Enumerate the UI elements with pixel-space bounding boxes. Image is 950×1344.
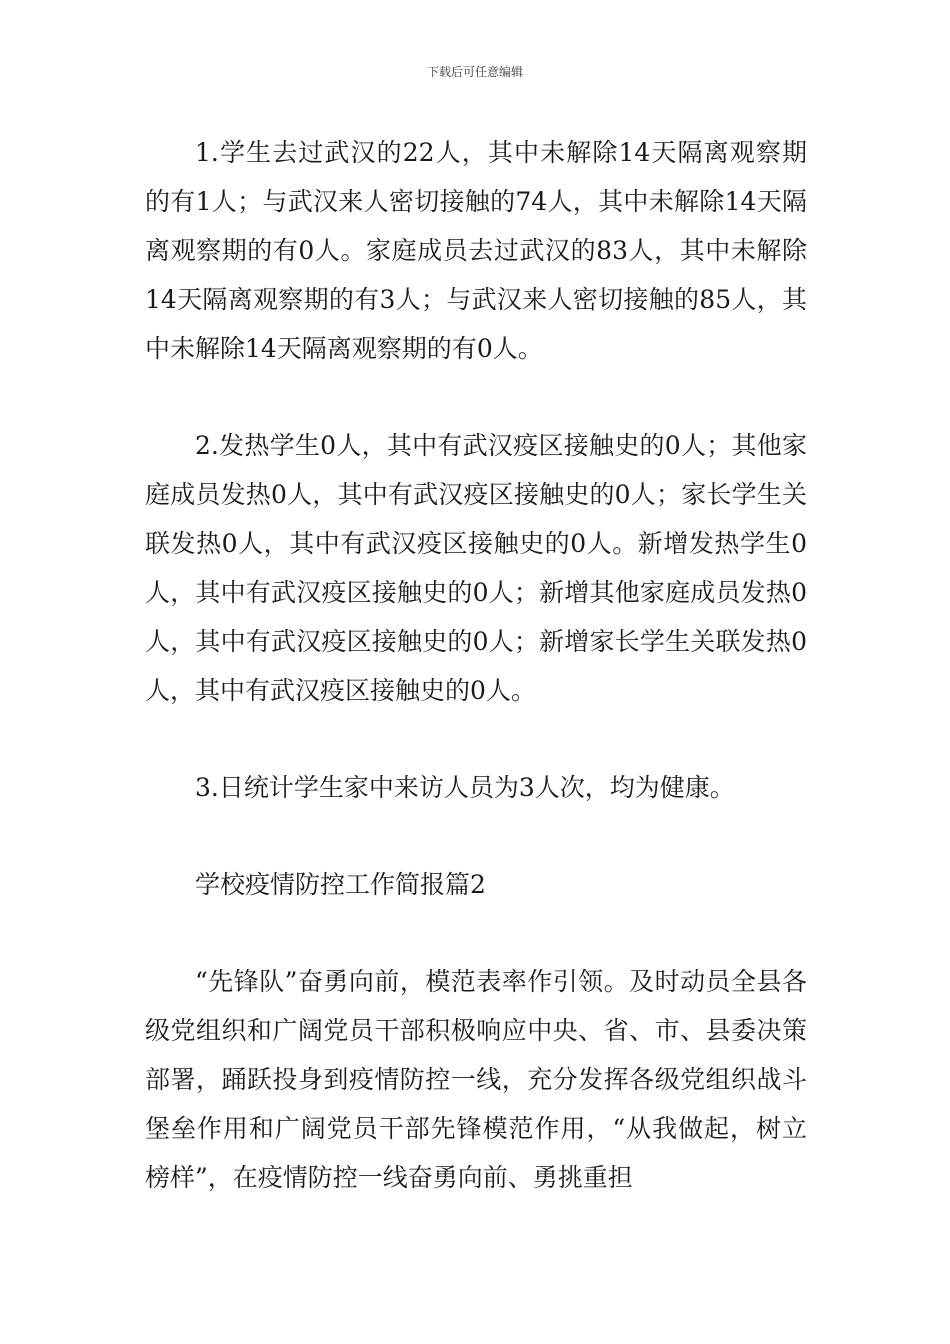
paragraph-gap [145,373,807,421]
paragraph-2: 2.发热学生0人，其中有武汉疫区接触史的0人；其他家庭成员发热0人，其中有武汉疫区接触史的0人；家长学生关联发热0人，其中有武汉疫区接触史的0人。新增发热学生0人，其中有武汉疫区接触史的0人；新增其他家庭成员发热0人，其中有武汉疫区接触史的0人；新增家长学生关联发热0人，其中有武汉疫区接触史的0人。 [145,431,807,705]
paragraph-1: 1.学生去过武汉的22人，其中未解除14天隔离观察期的有1人；与武汉来人密切接触的74人，其中未解除14天隔离观察期的有0人。家庭成员去过武汉的83人，其中未解除14天隔离观察期的有3人；与武汉来人密切接触的85人，其中未解除14天隔离观察期的有0人。 [145,138,807,363]
paragraph-gap [145,909,807,957]
paragraph-gap [145,715,807,763]
paragraph-4: “先锋队”奋勇向前，模范表率作引领。及时动员全县各级党组织和广阔党员干部积极响应中央、省、市、县委决策部署，踊跃投身到疫情防控一线，充分发挥各级党组织战斗堡垒作用和广阔党员干部先锋模范作用，“从我做起，树立榜样”，在疫情防控一线奋勇向前、勇挑重担 [145,967,807,1192]
paragraph-gap [145,812,807,860]
section-heading: 学校疫情防控工作简报篇2 [195,870,486,899]
page-header: 下载后可任意编辑 [426,65,523,79]
paragraph-3: 3.日统计学生家中来访人员为3人次，均为健康。 [195,773,735,802]
document-body [145,128,807,1202]
